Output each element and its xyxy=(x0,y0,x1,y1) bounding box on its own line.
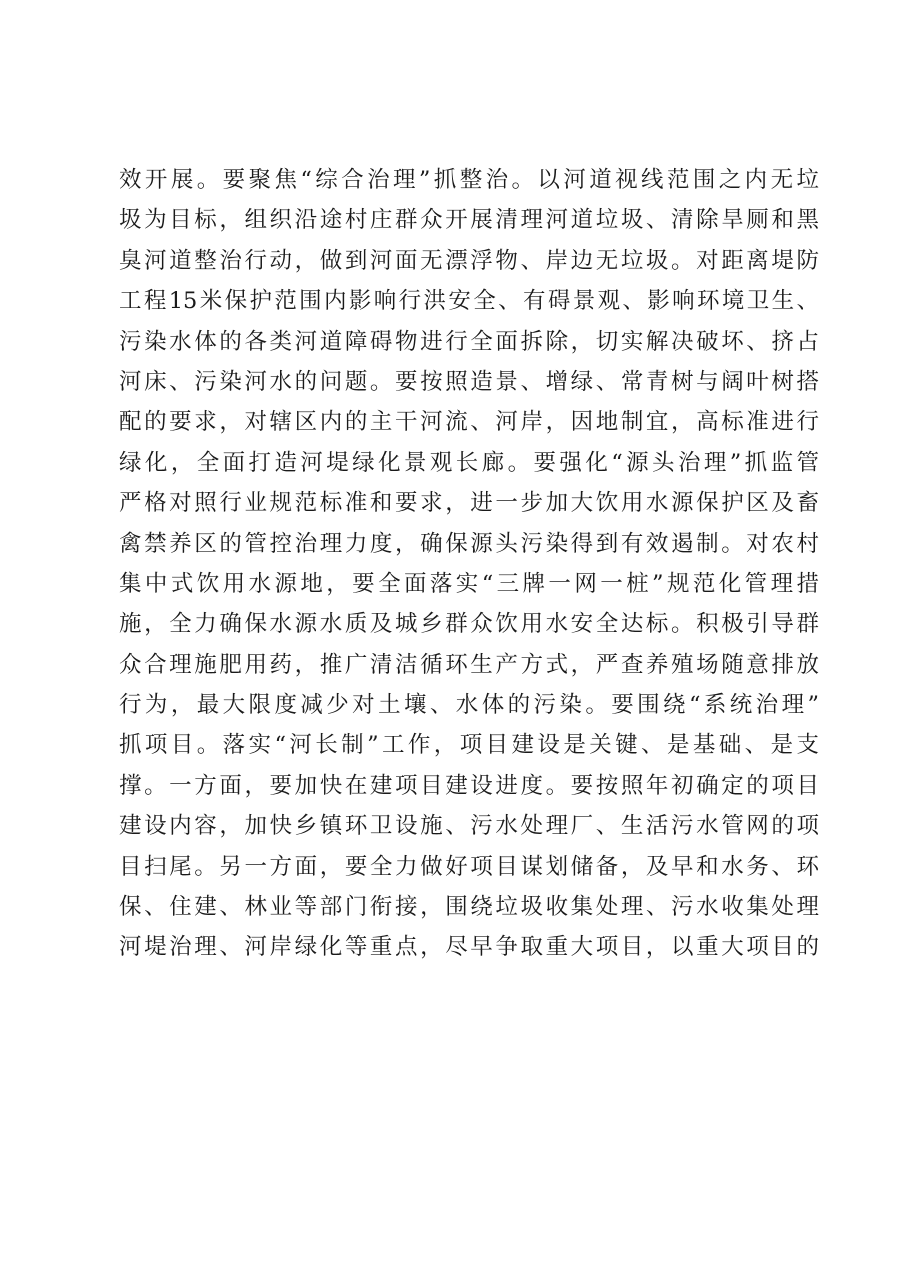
text-line: 工程15米保护范围内影响行洪安全、有碍景观、影响环境卫生、 xyxy=(119,288,819,315)
text-line: 施，全力确保水源水质及城乡群众饮用水安全达标。积极引导群 xyxy=(119,611,819,638)
text-line: 众合理施肥用药，推广清洁循环生产方式，严查养殖场随意排放 xyxy=(119,651,819,678)
text-line: 河床、污染河水的问题。要按照造景、增绿、常青树与阔叶树搭 xyxy=(119,368,819,395)
text-line: 保、住建、林业等部门衔接，围绕垃圾收集处理、污水收集处理 xyxy=(119,894,819,921)
text-line: 撑。一方面，要加快在建项目建设进度。要按照年初确定的项目 xyxy=(119,772,819,799)
text-line: 绿化，全面打造河堤绿化景观长廊。要强化“源头治理”抓监管 xyxy=(119,449,819,476)
text-line: 集中式饮用水源地，要全面落实“三牌一网一桩”规范化管理措 xyxy=(119,570,819,597)
text-line: 污染水体的各类河道障碍物进行全面拆除，切实解决破坏、挤占 xyxy=(119,328,819,355)
body-paragraph xyxy=(119,160,819,968)
text-line: 目扫尾。另一方面，要全力做好项目谋划储备，及早和水务、环 xyxy=(119,853,819,880)
text-line: 效开展。要聚焦“综合治理”抓整治。以河道视线范围之内无垃 xyxy=(119,167,819,193)
text-line: 抓项目。落实“河长制”工作，项目建设是关键、是基础、是支 xyxy=(119,732,819,759)
text-line: 严格对照行业规范标准和要求，进一步加大饮用水源保护区及畜 xyxy=(119,490,819,517)
text-line: 禽禁养区的管控治理力度，确保源头污染得到有效遏制。对农村 xyxy=(119,530,819,557)
text-line: 行为，最大限度减少对土壤、水体的污染。要围绕“系统治理” xyxy=(119,692,819,719)
text-line: 臭河道整治行动，做到河面无漂浮物、岸边无垃圾。对距离堤防 xyxy=(119,247,819,274)
text-line: 建设内容，加快乡镇环卫设施、污水处理厂、生活污水管网的项 xyxy=(119,813,819,840)
text-line: 河堤治理、河岸绿化等重点，尽早争取重大项目，以重大项目的 xyxy=(119,934,819,961)
text-line: 圾为目标，组织沿途村庄群众开展清理河道垃圾、清除旱厕和黑 xyxy=(119,207,819,234)
text-line: 配的要求，对辖区内的主干河流、河岸，因地制宜，高标准进行 xyxy=(119,409,819,436)
